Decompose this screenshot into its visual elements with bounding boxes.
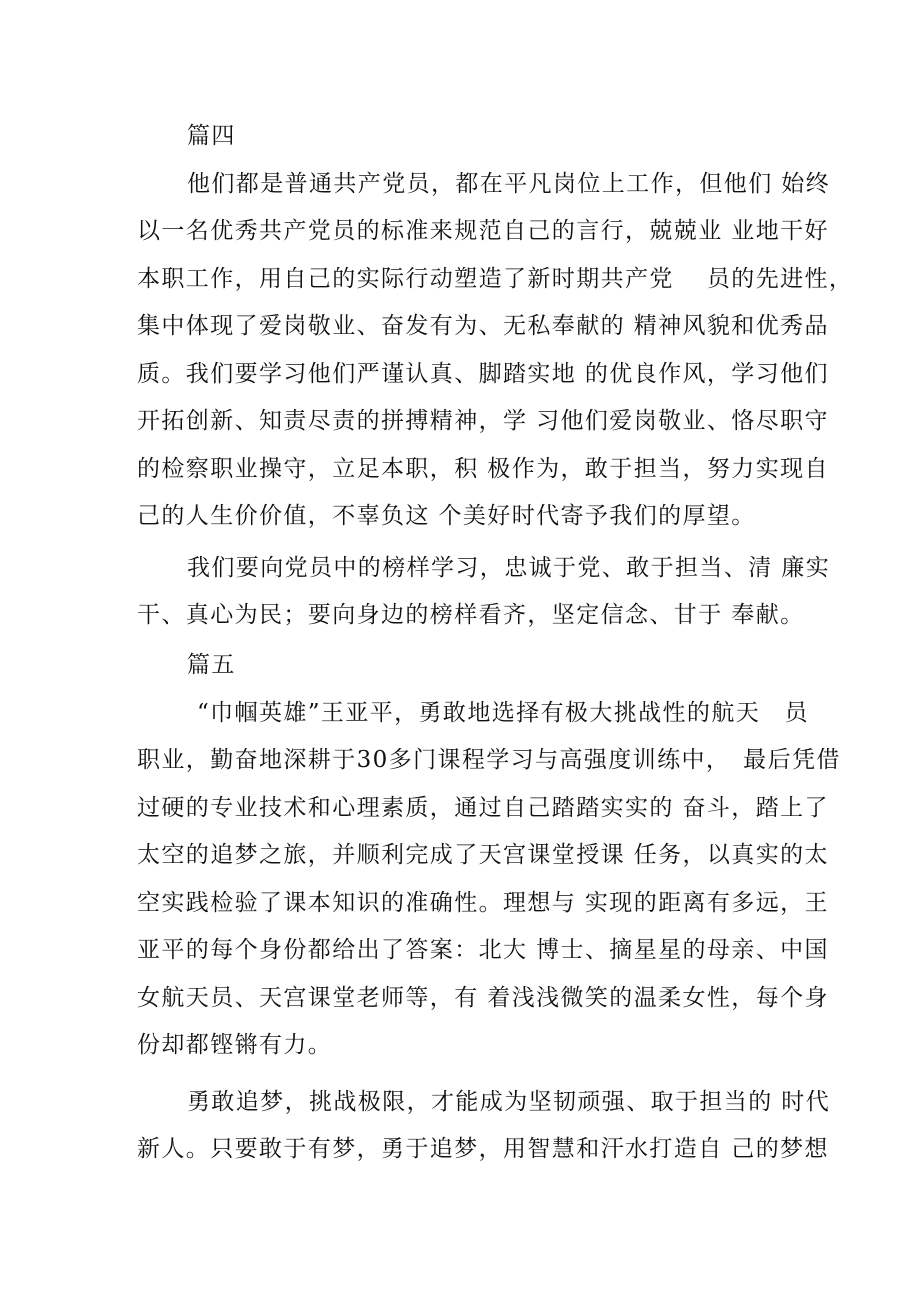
- paragraph-line: 开拓创新、知责尽责的拼搏精神，学 习他们爱岗敬业、恪尽职守: [137, 408, 829, 434]
- paragraph-line: 我们要向党员中的榜样学习，忠诚于党、敢于担当、清 廉实: [187, 555, 831, 581]
- paragraph-line: 干、真心为民；要向身边的榜样看齐，坚定信念、甘于 奉献。: [137, 602, 805, 628]
- paragraph-line: 空实践检验了课本知识的准确性。理想与 实现的距离有多远，王: [137, 890, 829, 916]
- paragraph-line: 本职工作，用自己的实际行动塑造了新时期共产党 员的先进性，: [137, 266, 854, 292]
- paragraph-line: 以一名优秀共产党员的标准来规范自己的言行，兢兢业 业地干好: [137, 218, 829, 244]
- paragraph-line: 勇敢追梦，挑战极限，才能成为坚韧顽强、取于担当的 时代: [187, 1089, 831, 1115]
- paragraph-line: 过硬的专业技术和心理素质，通过自己踏踏实实的 奋斗，踏上了: [137, 795, 829, 821]
- paragraph-line: 职业，勤奋地深耕于30多门课程学习与高强度训练中， 最后凭借: [137, 747, 841, 773]
- paragraph-line: 亚平的每个身份都给出了答案：北大 博士、摘星星的母亲、中国: [137, 937, 829, 963]
- paragraph-line: 份却都铿锵有力。: [137, 1032, 333, 1058]
- paragraph-line: 他们都是普通共产党员，都在平凡岗位上工作，但他们 始终: [187, 171, 831, 197]
- section-heading-4: 篇四: [187, 123, 236, 149]
- paragraph-line: 太空的追梦之旅，并顺利完成了天宫课堂授课 任务，以真实的太: [137, 842, 829, 868]
- paragraph-line: 女航天员、天宫课堂老师等，有 着浅浅微笑的温柔女性，每个身: [137, 985, 829, 1011]
- section-heading-5: 篇五: [187, 652, 236, 678]
- paragraph-line: 的检察职业操守，立足本职，积 极作为，敢于担当，努力实现自: [137, 456, 829, 482]
- paragraph-line: “巾帼英雄”王亚平，勇敢地选择有极大挑战性的航天 员: [197, 700, 809, 726]
- paragraph-line: 质。我们要学习他们严谨认真、脚踏实地 的优良作风，学习他们: [137, 361, 829, 387]
- paragraph-line: 己的人生价价值，不辜负这 个美好时代寄予我们的厚望。: [137, 503, 756, 529]
- paragraph-line: 新人。只要敢于有梦，勇于追梦，用智慧和汗水打造自 己的梦想: [137, 1136, 829, 1162]
- paragraph-line: 集中体现了爱岗敬业、奋发有为、无私奉献的 精神风貌和优秀品: [137, 313, 829, 339]
